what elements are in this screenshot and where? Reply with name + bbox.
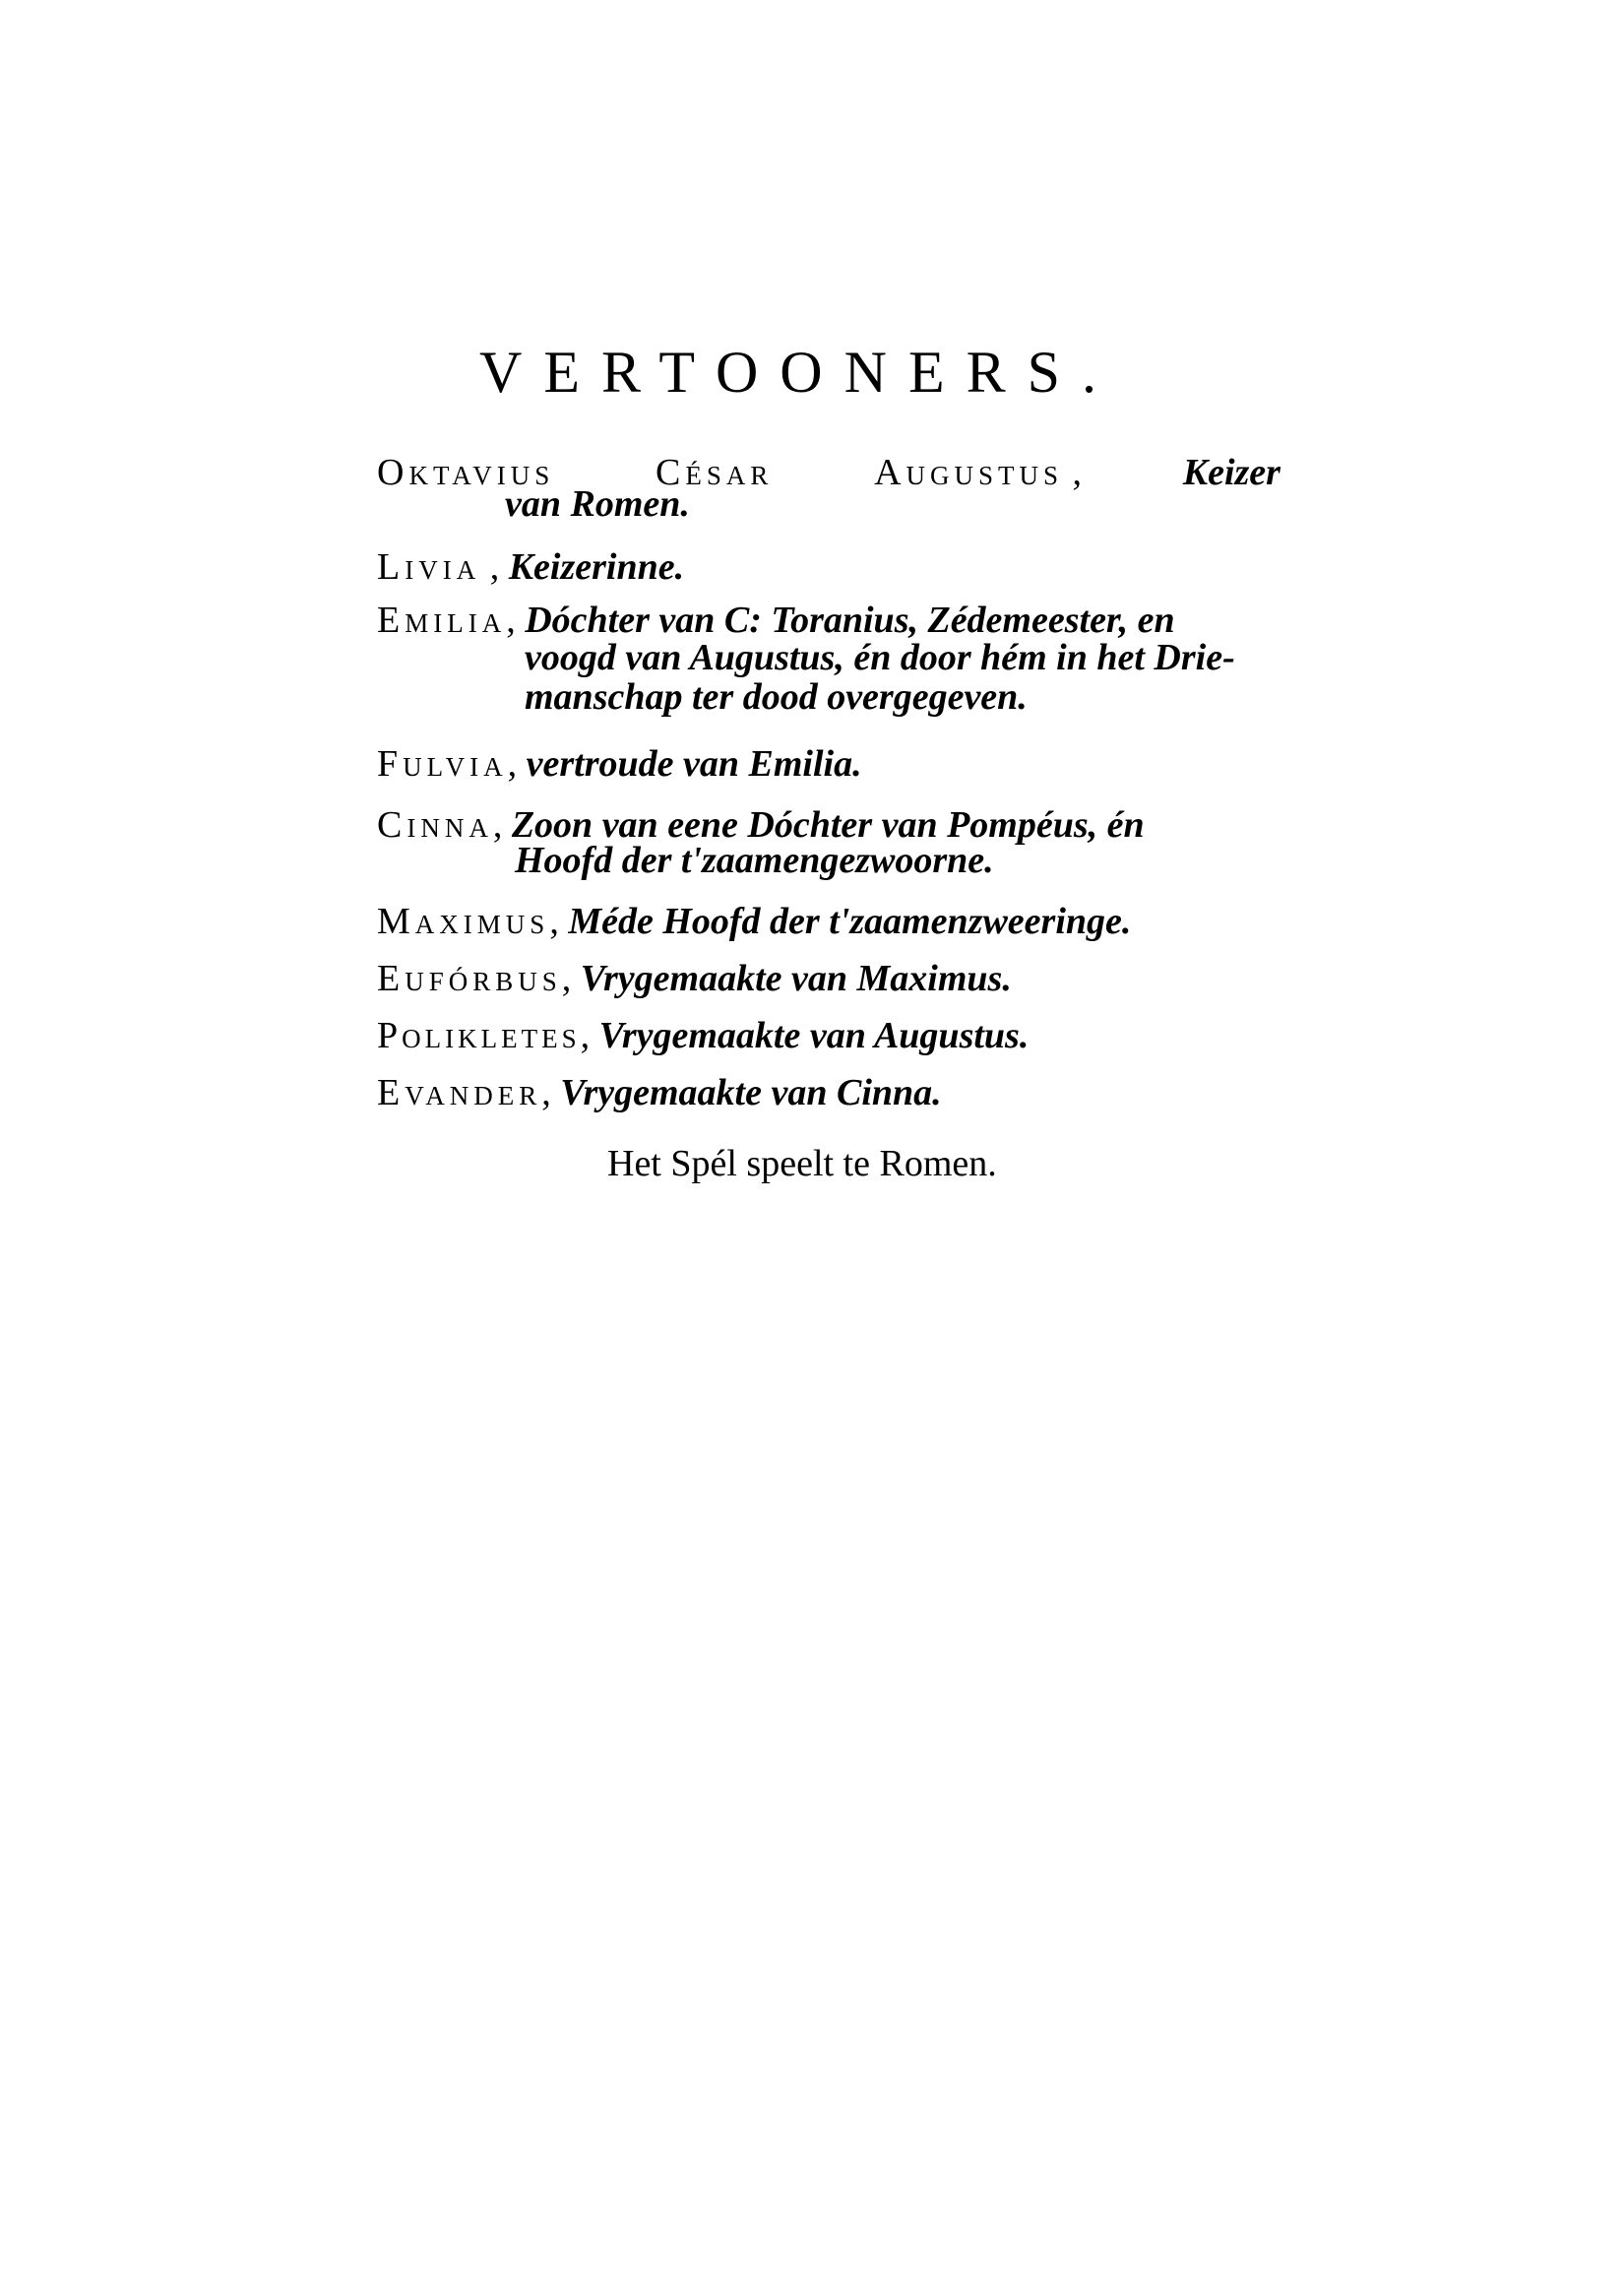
- character-description: Zoon van eene Dóchter van Pompéus, én: [511, 804, 1145, 846]
- cast-list: [377, 452, 1280, 1113]
- character-description: Dóchter van C: Toranius, Zédemeester, en: [525, 600, 1175, 641]
- cast-entry-emilia: [377, 601, 1280, 640]
- character-name: Livia: [377, 546, 481, 588]
- cast-entry-maximus: [377, 902, 1280, 941]
- character-description-continued: manschap ter dood overgegeven.: [525, 676, 1028, 718]
- character-description: Vrygemaakte van Augustus.: [598, 1015, 1030, 1056]
- character-name: Fulvia: [377, 743, 508, 785]
- character-description: Keizer: [1182, 452, 1280, 493]
- character-description: Keizerinne.: [508, 546, 685, 588]
- character-name: Maximus: [377, 901, 550, 942]
- cast-entry-polikletes: [377, 1016, 1280, 1055]
- character-description: Vrygemaakte van Cinna.: [560, 1072, 942, 1113]
- page-title: VERTOONERS.: [479, 340, 1118, 405]
- separator: ,: [507, 743, 518, 785]
- separator: ,: [506, 600, 516, 641]
- character-name: Polikletes: [377, 1015, 581, 1056]
- cast-entry-fulvia: [377, 744, 1280, 784]
- cast-entry-evander: [377, 1073, 1280, 1112]
- character-name: Oktavius: [377, 452, 555, 493]
- cast-entry-livia: [377, 547, 1280, 587]
- separator: ,: [492, 804, 503, 846]
- separator: ,: [549, 901, 559, 942]
- separator: ,: [1072, 452, 1083, 493]
- character-description: vertroude van Emilia.: [526, 743, 862, 785]
- character-description-continued: voogd van Augustus, én door hém in het Drie-: [525, 637, 1235, 678]
- character-description: Méde Hoofd der t'zaamenzweeringe.: [568, 901, 1132, 942]
- cast-entry-euforbus: [377, 959, 1280, 998]
- character-name-part: Augustus: [874, 452, 1064, 493]
- character-name: Emilia: [377, 600, 507, 641]
- character-description-continued: van Romen.: [505, 483, 690, 525]
- character-description: Vrygemaakte van Maximus.: [580, 958, 1012, 999]
- separator: ,: [561, 958, 572, 999]
- setting-line: Het Spél speelt te Romen.: [607, 1143, 997, 1184]
- separator: ,: [580, 1015, 591, 1056]
- separator: ,: [541, 1072, 551, 1113]
- cast-entry-cinna: [377, 805, 1280, 845]
- separator: ,: [489, 546, 500, 588]
- character-description-continued: Hoofd der t'zaamengezwoorne.: [515, 840, 994, 881]
- character-name: Cinna: [377, 804, 493, 846]
- character-name: Eufórbus: [377, 958, 562, 999]
- character-name: Evander: [377, 1072, 542, 1113]
- character-name-part: César: [656, 452, 774, 493]
